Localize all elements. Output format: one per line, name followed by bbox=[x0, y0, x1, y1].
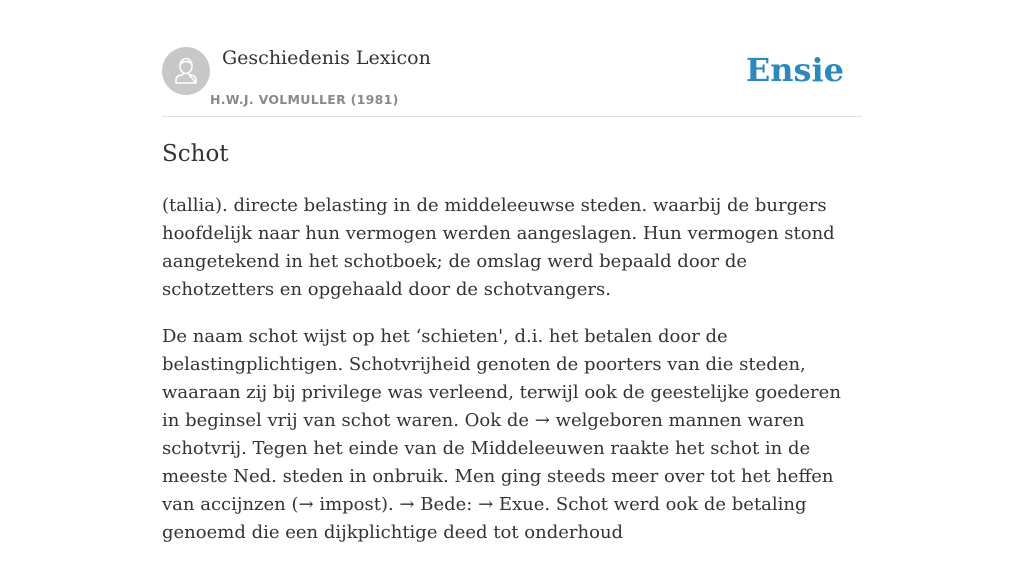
entry-title: Schot bbox=[162, 141, 229, 167]
entry-paragraph: De naam schot wijst op het ‘schieten', d.i. het betalen door de belastingplichtigen. Schotvrijheid genoten de poorters van die steden, waaraan zij bij privilege was verleend, terwijl ook de geestelijke goederen in beginsel vrij van schot waren. Ook de → welgeboren mannen waren schotvrij. Tegen het einde van de Middeleeuwen raakte het schot in de meeste Ned. steden in onbruik. Men ging steeds meer over tot het heffen van accijnzen (→ impost). → Bede: → Exue. Schot werd ook de betaling genoemd die een dijkplichtige deed tot onderhoud bbox=[162, 326, 841, 543]
user-silhouette-icon bbox=[162, 47, 210, 95]
author-avatar[interactable] bbox=[162, 47, 210, 95]
entry-content bbox=[162, 192, 862, 566]
source-header bbox=[162, 0, 862, 117]
entry-paragraph: (tallia). directe belasting in de middeleeuwse steden. waarbij de burgers hoofdelijk naar hun vermogen werden aangeslagen. Hun vermogen stond aangetekend in het schotboek; de omslag werd bepaald door de schotzetters en opgehaald door de schotvangers. bbox=[162, 195, 835, 300]
ensie-logo[interactable]: Ensie bbox=[745, 51, 844, 89]
source-author[interactable]: H.W.J. VOLMULLER (1981) bbox=[210, 92, 399, 107]
source-title[interactable]: Geschiedenis Lexicon bbox=[222, 47, 431, 69]
